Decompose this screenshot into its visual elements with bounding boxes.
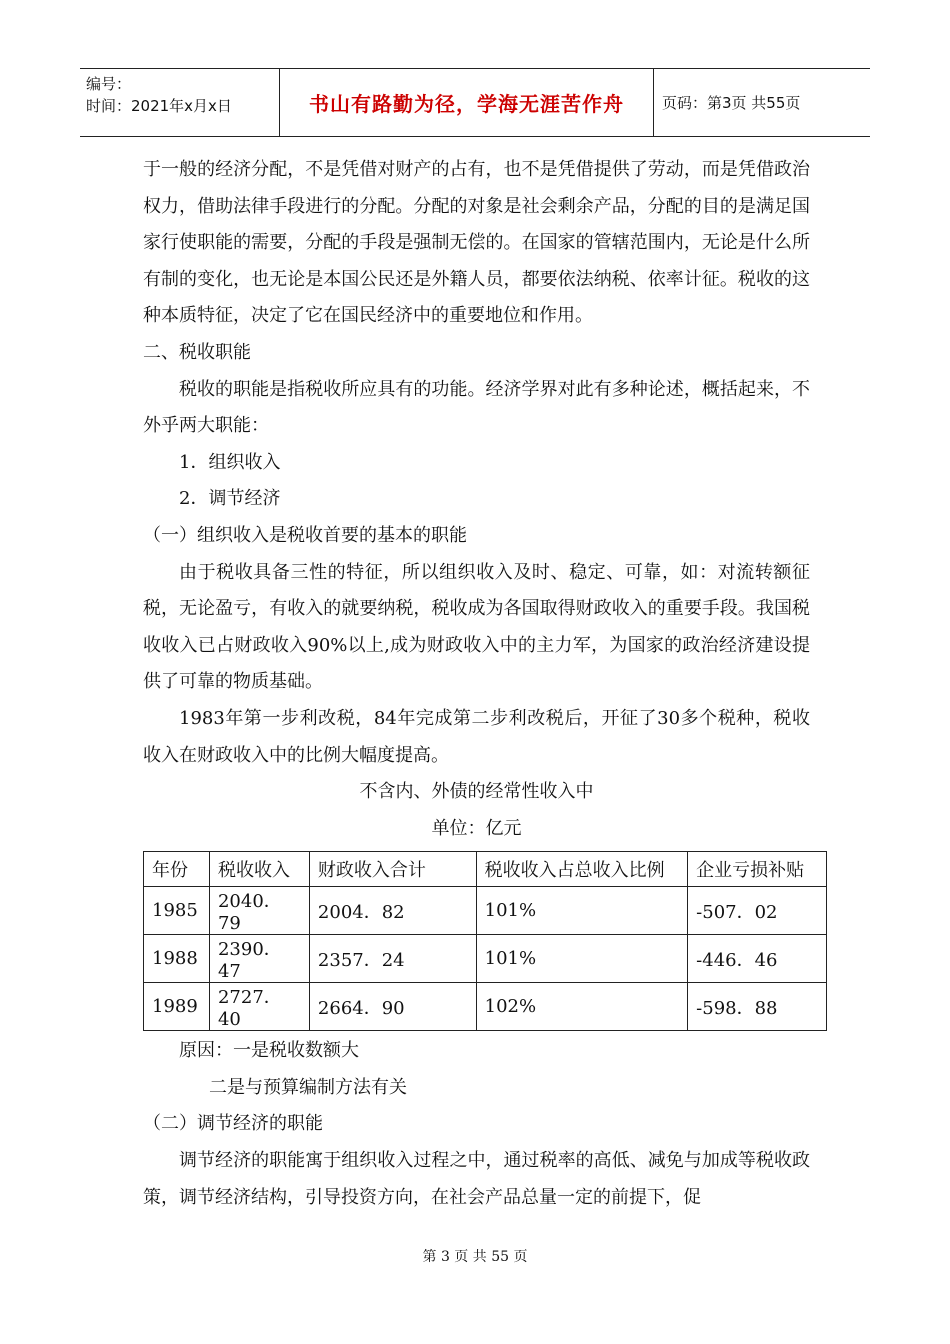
table-header-cell: 年份	[144, 852, 210, 887]
table-header-row	[144, 852, 827, 887]
list-item-regulate-economy: 2．调节经济	[179, 488, 281, 510]
table-title: 不含内、外债的经常性收入中	[359, 781, 594, 803]
table-header-cell: 税收收入占总收入比例	[476, 852, 688, 887]
document-body	[143, 152, 810, 1216]
section-heading-tax-functions: 二、税收职能	[143, 341, 251, 363]
table-cell: 101%	[476, 935, 688, 983]
paragraph-tax-functions-intro: 税收的职能是指税收所应具有的功能。经济学界对此有多种论述，概括起来，不外乎两大职能：	[143, 378, 810, 437]
table-cell: 101%	[476, 887, 688, 935]
reason-line-2: 二是与预算编制方法有关	[209, 1076, 407, 1098]
table-header-cell: 企业亏损补贴	[688, 852, 827, 887]
table-cell: 2664．90	[309, 983, 476, 1031]
paragraph-revenue-function: 由于税收具备三性的特征，所以组织收入及时、稳定、可靠，如：对流转额征税，无论盈亏，有收入的就要纳税，税收成为各国取得财政收入的重要手段。我国税收收入已占财政收入90%以上,成为财政收入中的主力军，为国家的政治经济建设提供了可靠的物质基础。	[143, 561, 810, 693]
header-meta	[80, 69, 280, 136]
header-page-info: 页码：第3页 共55页	[662, 94, 801, 112]
table-header-cell: 税收收入	[209, 852, 309, 887]
table-cell: 1989	[144, 983, 210, 1031]
paragraph-continuation: 于一般的经济分配，不是凭借对财产的占有，也不是凭借提供了劳动，而是凭借政治权力，借助法律手段进行的分配。分配的对象是社会剩余产品，分配的目的是满足国家行使职能的需要，分配的手段是强制无偿的。在国家的管辖范围内，无论是什么所有制的变化，也无论是本国公民还是外籍人员，都要依法纳税、依率计征。税收的这种本质特征，决定了它在国民经济中的重要地位和作用。	[143, 159, 810, 327]
page-header	[80, 68, 870, 137]
table-cell: -598．88	[688, 983, 827, 1031]
subsection-heading-revenue: （一）组织收入是税收首要的基本的职能	[143, 524, 467, 546]
subsection-heading-regulation: （二）调节经济的职能	[143, 1113, 323, 1135]
table-cell: 1985	[144, 887, 210, 935]
document-number-label: 编号：	[86, 75, 132, 93]
table-cell: 1988	[144, 935, 210, 983]
reason-line-1: 原因：一是税收数额大	[179, 1040, 359, 1062]
table-unit: 单位：亿元	[431, 817, 522, 839]
table-cell: 2040．79	[209, 887, 309, 935]
table-cell: 2357．24	[309, 935, 476, 983]
page-footer: 第 3 页 共 55 页	[422, 1249, 528, 1265]
list-item-organize-revenue: 1．组织收入	[179, 451, 281, 473]
table-row	[144, 935, 827, 983]
header-motto: 书山有路勤为径，学海无涯苦作舟	[280, 69, 654, 136]
table-row	[144, 983, 827, 1031]
table-cell: 102%	[476, 983, 688, 1031]
table-header-cell: 财政收入合计	[309, 852, 476, 887]
paragraph-regulation-function: 调节经济的职能寓于组织收入过程之中，通过税率的高低、减免与加成等税收政策，调节经济结构，引导投资方向，在社会产品总量一定的前提下，促	[143, 1150, 810, 1208]
table-cell: 2390．47	[209, 935, 309, 983]
paragraph-tax-reform: 1983年第一步利改税，84年完成第二步利改税后，开征了30多个税种，税收收入在财政收入中的比例大幅度提高。	[143, 707, 810, 766]
table-cell: -446．46	[688, 935, 827, 983]
table-cell: -507．02	[688, 887, 827, 935]
table-cell: 2004．82	[309, 887, 476, 935]
document-date: 时间：2021年x月x日	[86, 97, 232, 115]
table-row	[144, 887, 827, 935]
table-cell: 2727．40	[209, 983, 309, 1031]
revenue-table	[143, 851, 827, 1031]
